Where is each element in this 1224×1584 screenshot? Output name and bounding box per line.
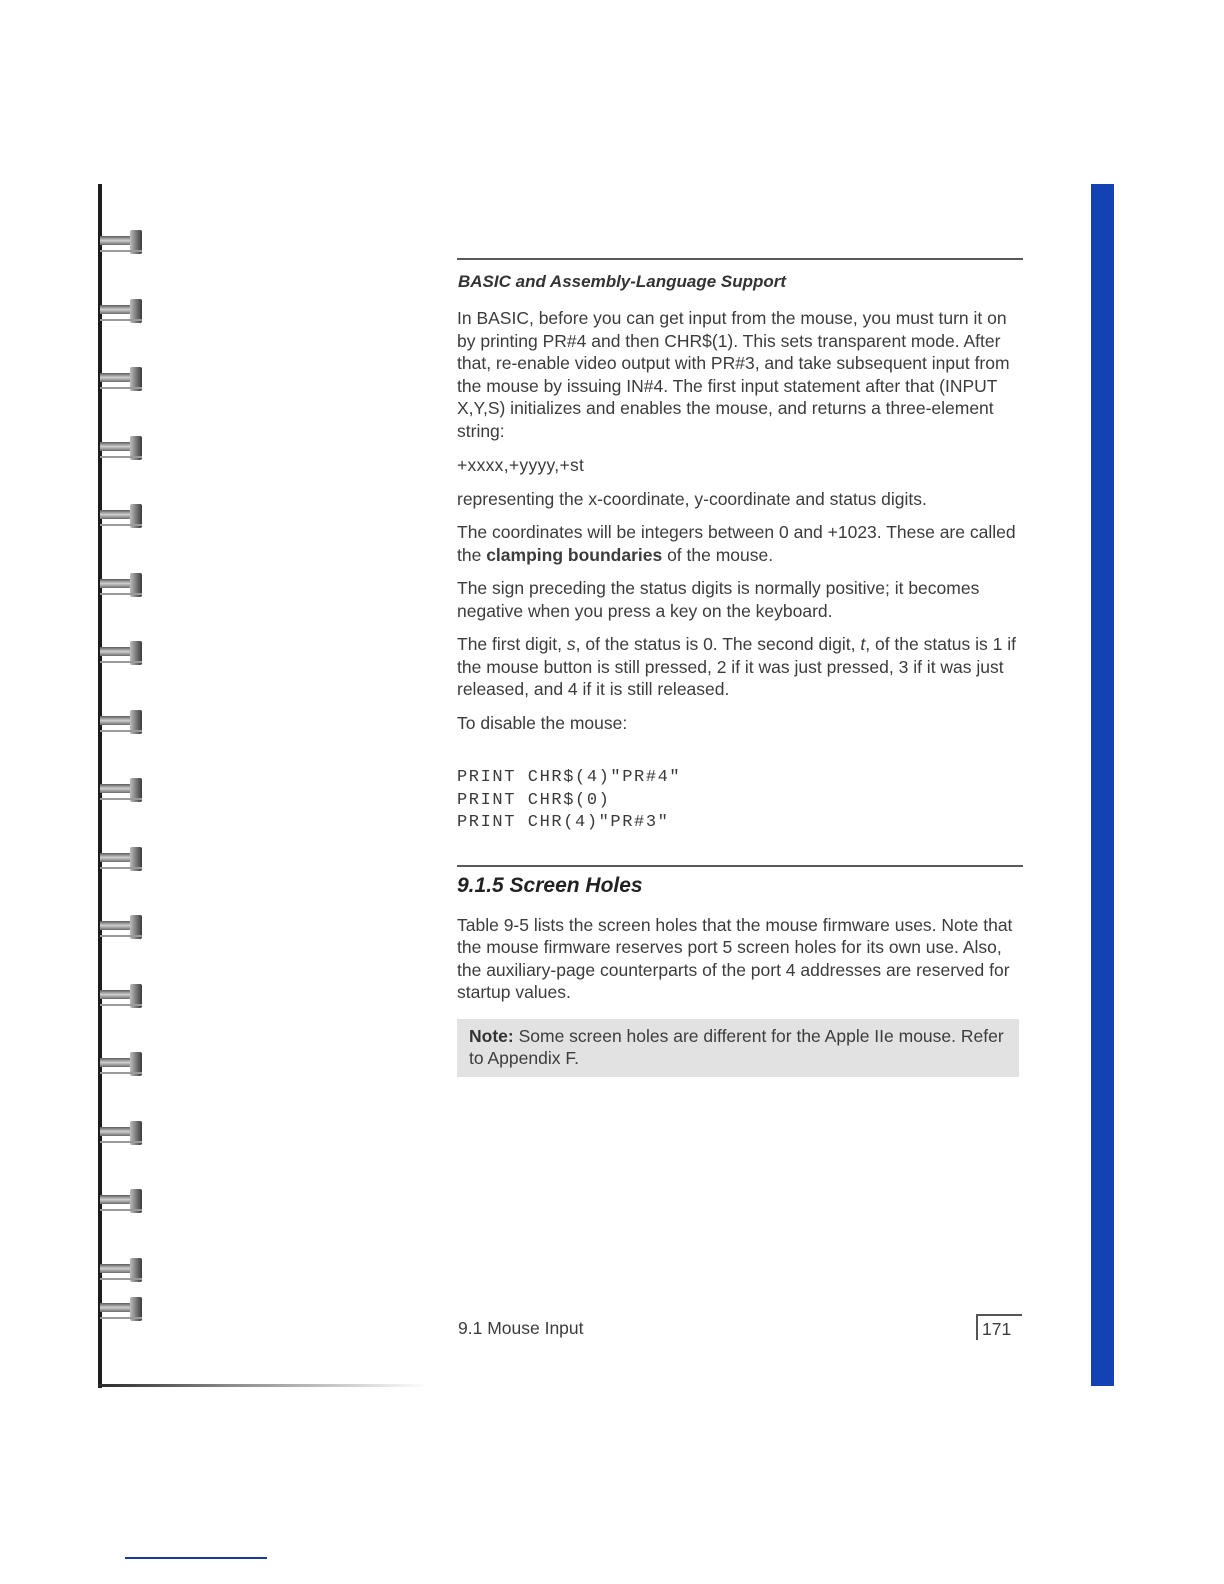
- binding-ring: [100, 1121, 144, 1147]
- intro-paragraph: In BASIC, before you can get input from the mouse, you must turn it on by printing PR#4 and then CHR$(1). This sets transparent mode. After that, re-enable video output with PR#3, and take subsequent input from the mouse by issuing IN#4. The first input statement after that (INPUT X,Y,S) initializes and enables the mouse, and returns a three-element string:: [457, 308, 1010, 441]
- binding-ring: [100, 1297, 144, 1323]
- code-line: PRINT CHR(4)"PR#3": [457, 813, 670, 832]
- code-listing: [457, 767, 1023, 835]
- clamping-boundaries-term: clamping boundaries: [486, 544, 663, 565]
- binding-ring: [100, 847, 144, 873]
- page-bottom-edge: [98, 1384, 428, 1387]
- digit-t: t: [860, 634, 866, 654]
- binding-ring: [100, 1189, 144, 1215]
- code-line: PRINT CHR$(4)"PR#4": [457, 768, 682, 787]
- chapter-tab: [1091, 184, 1114, 1386]
- page-content: [457, 258, 1023, 1077]
- binding-ring: [100, 641, 144, 667]
- note-label: Note:: [469, 1025, 514, 1046]
- binding-ring: [100, 436, 144, 462]
- binding-ring: [100, 230, 144, 256]
- digits-text-b: , of the status is 0. The second digit,: [575, 634, 861, 654]
- binding-ring: [100, 915, 144, 941]
- binding-ring: [100, 710, 144, 736]
- format-string: +xxxx,+yyyy,+st: [457, 455, 585, 475]
- sign-paragraph: The sign preceding the status digits is normally positive; it becomes negative when you press a key on the keyboard.: [457, 578, 980, 621]
- top-rule: [457, 258, 1023, 260]
- binding-ring: [100, 778, 144, 804]
- binding-ring: [100, 299, 144, 325]
- status-digits-paragraph: [457, 633, 1023, 701]
- digit-s: s: [566, 634, 576, 654]
- representing-paragraph: representing the x-coordinate, y-coordinate and status digits.: [457, 488, 927, 509]
- binding-ring: [100, 367, 144, 393]
- digits-text-a: The first digit,: [457, 634, 567, 654]
- binding-ring: [100, 984, 144, 1010]
- subsection-heading: BASIC and Assembly-Language Support: [458, 272, 787, 291]
- note-text: [469, 1025, 1007, 1070]
- note-box: [457, 1019, 1019, 1077]
- screen-holes-paragraph: Table 9-5 lists the screen holes that the mouse firmware uses. Note that the mouse firmware reserves port 5 screen holes for its own use. Also, the auxiliary-page counterparts of the port 4 addresses are reserved for startup values.: [457, 914, 1013, 1002]
- scan-artifact-line: [125, 1557, 267, 1559]
- page-number: 171: [976, 1314, 1022, 1340]
- coordinates-text: The coordinates will be integers between 0 and +1023. These are called the: [457, 522, 1016, 565]
- spiral-binding: [98, 184, 158, 1388]
- code-line: PRINT CHR$(0): [457, 790, 611, 810]
- note-body: Some screen holes are different for the Apple IIe mouse. Refer to Appendix F.: [469, 1025, 1004, 1068]
- coordinates-paragraph: [457, 521, 1023, 566]
- binding-ring: [100, 504, 144, 530]
- binding-ring: [100, 573, 144, 599]
- binding-ring: [100, 1258, 144, 1284]
- disable-paragraph: To disable the mouse:: [457, 712, 628, 733]
- coordinates-text-end: of the mouse.: [662, 544, 774, 565]
- digits-text-c: , of the status is 1 if the mouse button is still pressed, 2 if it was just pressed, 3 if it was just released, and 4 if it is still released.: [457, 634, 1017, 699]
- footer-section-name: 9.1 Mouse Input: [458, 1318, 584, 1338]
- section-heading: 9.1.5 Screen Holes: [457, 873, 643, 897]
- section-rule: [457, 865, 1023, 867]
- binding-ring: [100, 1052, 144, 1078]
